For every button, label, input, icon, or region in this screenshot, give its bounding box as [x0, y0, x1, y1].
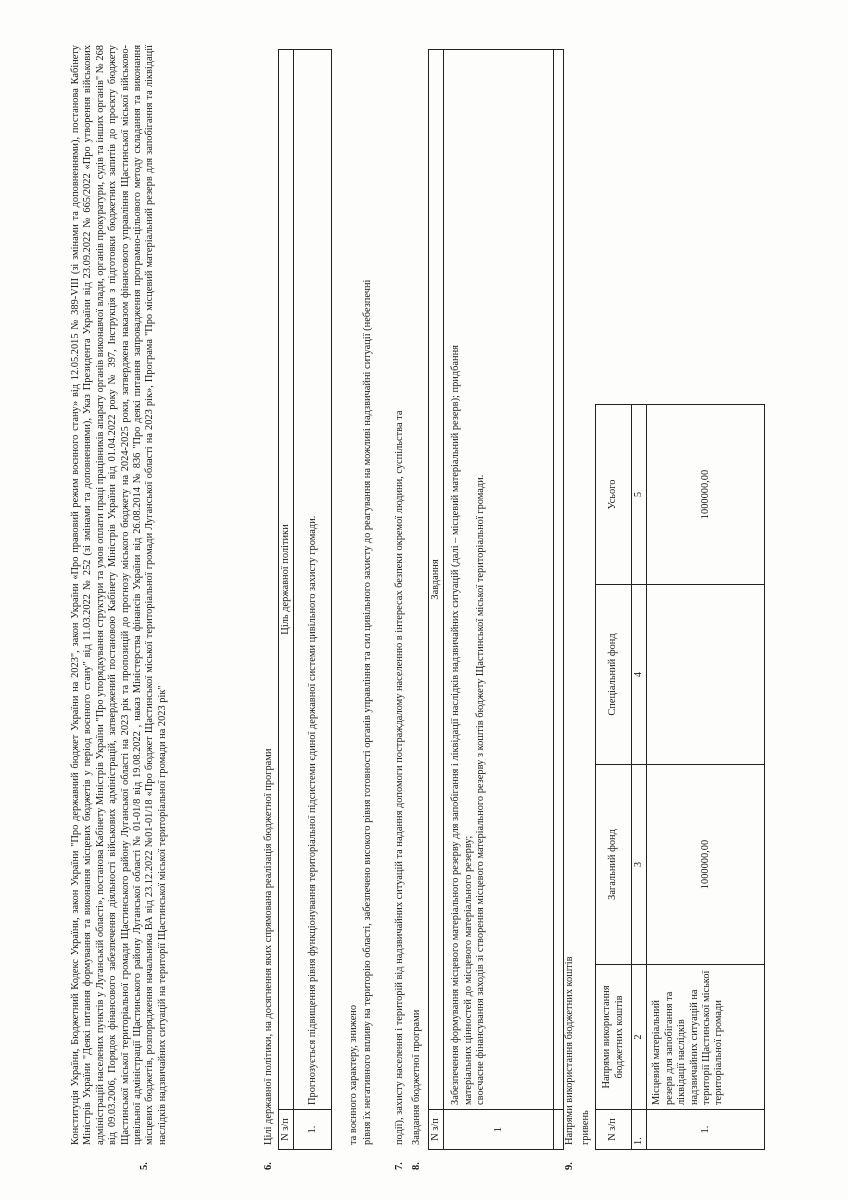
section-9-unit: гривень [580, 1110, 591, 1145]
goals-table-header [279, 50, 294, 1150]
task-line-1: Забезпечення формування місцевого матеріального резерву для запобігання і ліквідації наслідків надзвичайних ситуацій (далі – місцевий матеріальний резерв); придбання [450, 345, 462, 1105]
section-5-text: Конституція України, Бюджетний Кодекс України, закон України "Про державний бюджет України на 2023", закон України «Про правовий режим воєнного стану» від 12.05.2015 № 389-VIII (зі змінами та доповненнями), постанова Кабінету Міністрів України "Деякі питання формування та виконання місцевих бюджетів у період воєнного стану" від 11.03.2022 № 252 (зі змінами та доповненнями), Указ Президента України від 23.09.2022 № 665/2022 «Про утворення військових адміністрацій населених пунктів у Луганській області», постанова Кабінету Міністрів України "Про упорядкування структури та умов оплати праці працівників апарату органів виконавчої влади, органів прокуратури, судів та інших органів" № 268 від 09.03.2006, Порядок фінансового забезпечення діяльності військових адміністрацій, затверджений постановою Кабінету Міністрів України від 01.04.2022 року № 397, Інструкція з підготовки бюджетних запитів до проєкту бюджету Щастинської міської територіальної громади Щастинського району Луганської області на 2023 рік та пропозицій до прогнозу міського бюджету на 2024-2025 роки, затверджена наказом фінансового управління Щастинської міської військово-цивільної адміністрації Щастинського району Луганської області № 01-01/8 від 19.08.2022 , наказ Міністерства фінансів України від 26.08.2014 № 836 "Про деякі питання запровадження програмно-цільового методу складання та виконання місцевих бюджетів, розпорядження начальника ВА від 23.12.2022 №01-01/18 «Про бюджет Щастинської міської територіальної громади Луганської області на 2023 рік», Програма "Про місцевий матеріальний резерв для запобігання та ліквідації наслідків надзвичайних ситуацій на території Щастинської міської територіальної громади на 2023 рік" [70, 45, 168, 1145]
table-row [294, 50, 332, 1150]
col-number-3: 3 [632, 765, 647, 965]
section-6-title: Цілі державної політики, на досягнення яких спрямована реалізація бюджетної програми [263, 748, 274, 1145]
direction-row-total: 1000000,00 [647, 405, 765, 585]
dir-col-special-header: Спеціальний фонд [596, 585, 632, 765]
dir-col-name-header: Напрями використання бюджетних коштів [596, 965, 632, 1110]
tasks-table-header [429, 50, 444, 1150]
goals-col-number-header: N з/п [279, 1110, 294, 1150]
tasks-col-number-header: N з/п [429, 1110, 444, 1150]
goal-row-text: Прогнозується підвищення рівня функціонування територіальної підсистеми єдиної державної системи цивільного захисту громади. [294, 50, 332, 1110]
section-5-number: 5. [139, 1162, 150, 1170]
col-number-1: 1. [632, 1110, 647, 1150]
direction-row-general: 1000000,00 [647, 765, 765, 965]
section-8-title: Завдання бюджетної програми [411, 1009, 422, 1145]
section-6-number: 6. [263, 1162, 274, 1170]
section-9-title: Напрями використання бюджетних коштів [564, 956, 575, 1145]
task-line-3: своєчасне фінансування заходів зі створення місцевого матеріального резерву з коштів бюджету Щастинської міської територіальної громади. [475, 474, 487, 1105]
tasks-col-task-header: Завдання [429, 50, 444, 1110]
dir-col-total-header: Усього [596, 405, 632, 585]
direction-row-name: Місцевий матеріальний резерв для запобігання та ліквідації наслідків надзвичайних ситуацій на території Щастинської міської територіальної громади [647, 965, 765, 1110]
section-9-number: 9. [564, 1162, 575, 1170]
directions-table-header [596, 405, 632, 1150]
direction-row-special [647, 585, 765, 765]
section-7-number: 7. [394, 1162, 405, 1170]
directions-table [595, 404, 765, 1150]
goals-table [278, 49, 332, 1150]
section-7-text-b: рівня їх негативного впливу на територію області, забезпечено високого рівня готовності органів управління та сил цивільного захисту до реагування на можливі надзвичайні ситуації (небезпечні [362, 279, 373, 1145]
task-row-text [444, 50, 554, 1110]
table-row [647, 405, 765, 1150]
task-spacer-cell [554, 1110, 564, 1150]
col-number-2: 2 [632, 965, 647, 1110]
col-number-5: 5 [632, 405, 647, 585]
section-8-number: 8. [411, 1162, 422, 1170]
dir-col-number-header: N з/п [596, 1110, 632, 1150]
goal-row-number: 1. [294, 1110, 332, 1150]
dir-col-general-header: Загальний фонд [596, 765, 632, 965]
col-number-4: 4 [632, 585, 647, 765]
tasks-table [428, 49, 564, 1150]
tasks-table-bottom-spacer [554, 50, 564, 1150]
section-7-text-c: події), захисту населення і територій від надзвичайних ситуацій та надання допомоги постраждалому населенню в інтересах безпеки окремої людини, суспільства та [394, 410, 405, 1145]
table-row [444, 50, 554, 1150]
direction-row-number: 1. [647, 1110, 765, 1150]
task-spacer-cell [554, 50, 564, 1110]
goals-col-goal-header: Ціль державної політики [279, 50, 294, 1110]
directions-column-numbers [632, 405, 647, 1150]
task-row-number: 1 [444, 1110, 554, 1150]
task-line-2: матеріальних цінностей до місцевого матеріального резерву; [462, 835, 474, 1105]
section-7-text-a: та воєнного характеру, знижено [348, 1004, 359, 1145]
